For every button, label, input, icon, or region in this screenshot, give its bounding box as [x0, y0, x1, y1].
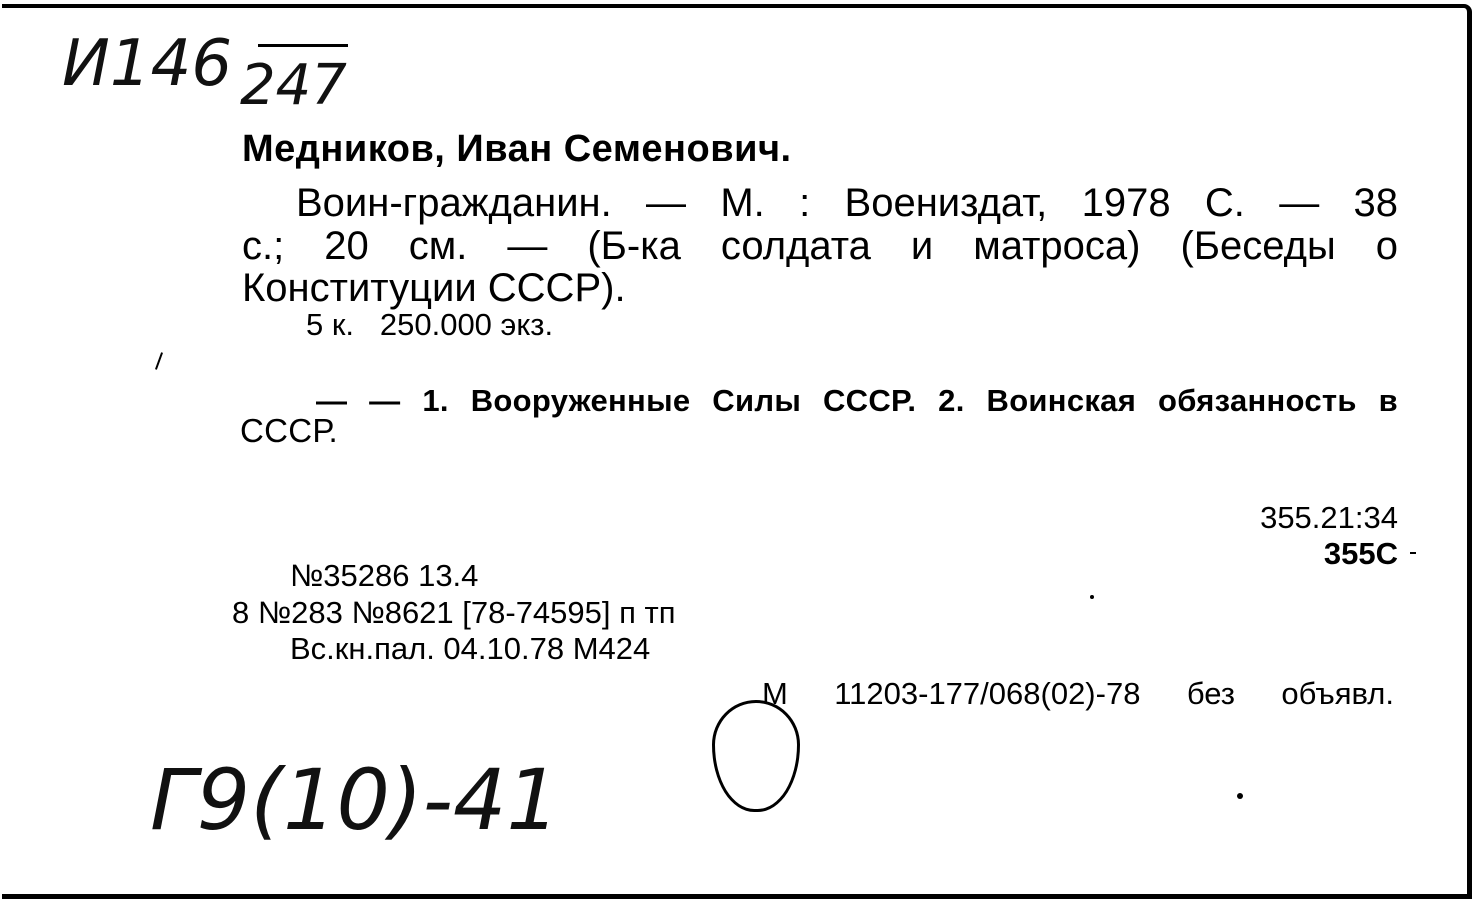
- scan-speck: [1090, 595, 1094, 599]
- bbk-code: 355С: [1323, 536, 1398, 571]
- author-heading: Медников, Иван Семенович.: [242, 128, 792, 170]
- description-line-2: с.; 20 см. — (Б-ка солдата и матроса) (Беседы о: [242, 224, 1398, 268]
- tech-line-2: 8 №283 №8621 [78-74595] п тп: [232, 595, 676, 630]
- description-line-3: Конституции СССР).: [242, 266, 626, 310]
- price-and-copies: 5 к. 250.000 экз.: [306, 307, 554, 342]
- scan-speck: [1410, 552, 1416, 554]
- handwritten-shelf-mark: И146: [62, 27, 233, 101]
- description-line-1: Воин-гражданин. — М. : Воениздат, 1978 С. — 38: [296, 181, 1398, 225]
- handwritten-bottom-mark: Г9(10)-41: [150, 751, 560, 849]
- publisher-code: М 11203-177/068(02)-78 без объявл.: [762, 676, 1394, 711]
- tech-line-1: №35286 13.4: [290, 558, 479, 593]
- shelf-mark-fraction-bar: [258, 44, 348, 47]
- subject-headings-line-2: СССР.: [240, 412, 338, 449]
- udc-code: 355.21:34: [1260, 500, 1398, 535]
- subject-headings-line-1: — — 1. Вооруженные Силы СССР. 2. Воинская обязанность в: [316, 383, 1398, 418]
- scan-speck: [1237, 793, 1243, 799]
- handwritten-shelf-fraction: 247: [240, 53, 347, 118]
- tech-line-3: Вс.кн.пал. 04.10.78 М424: [290, 631, 651, 666]
